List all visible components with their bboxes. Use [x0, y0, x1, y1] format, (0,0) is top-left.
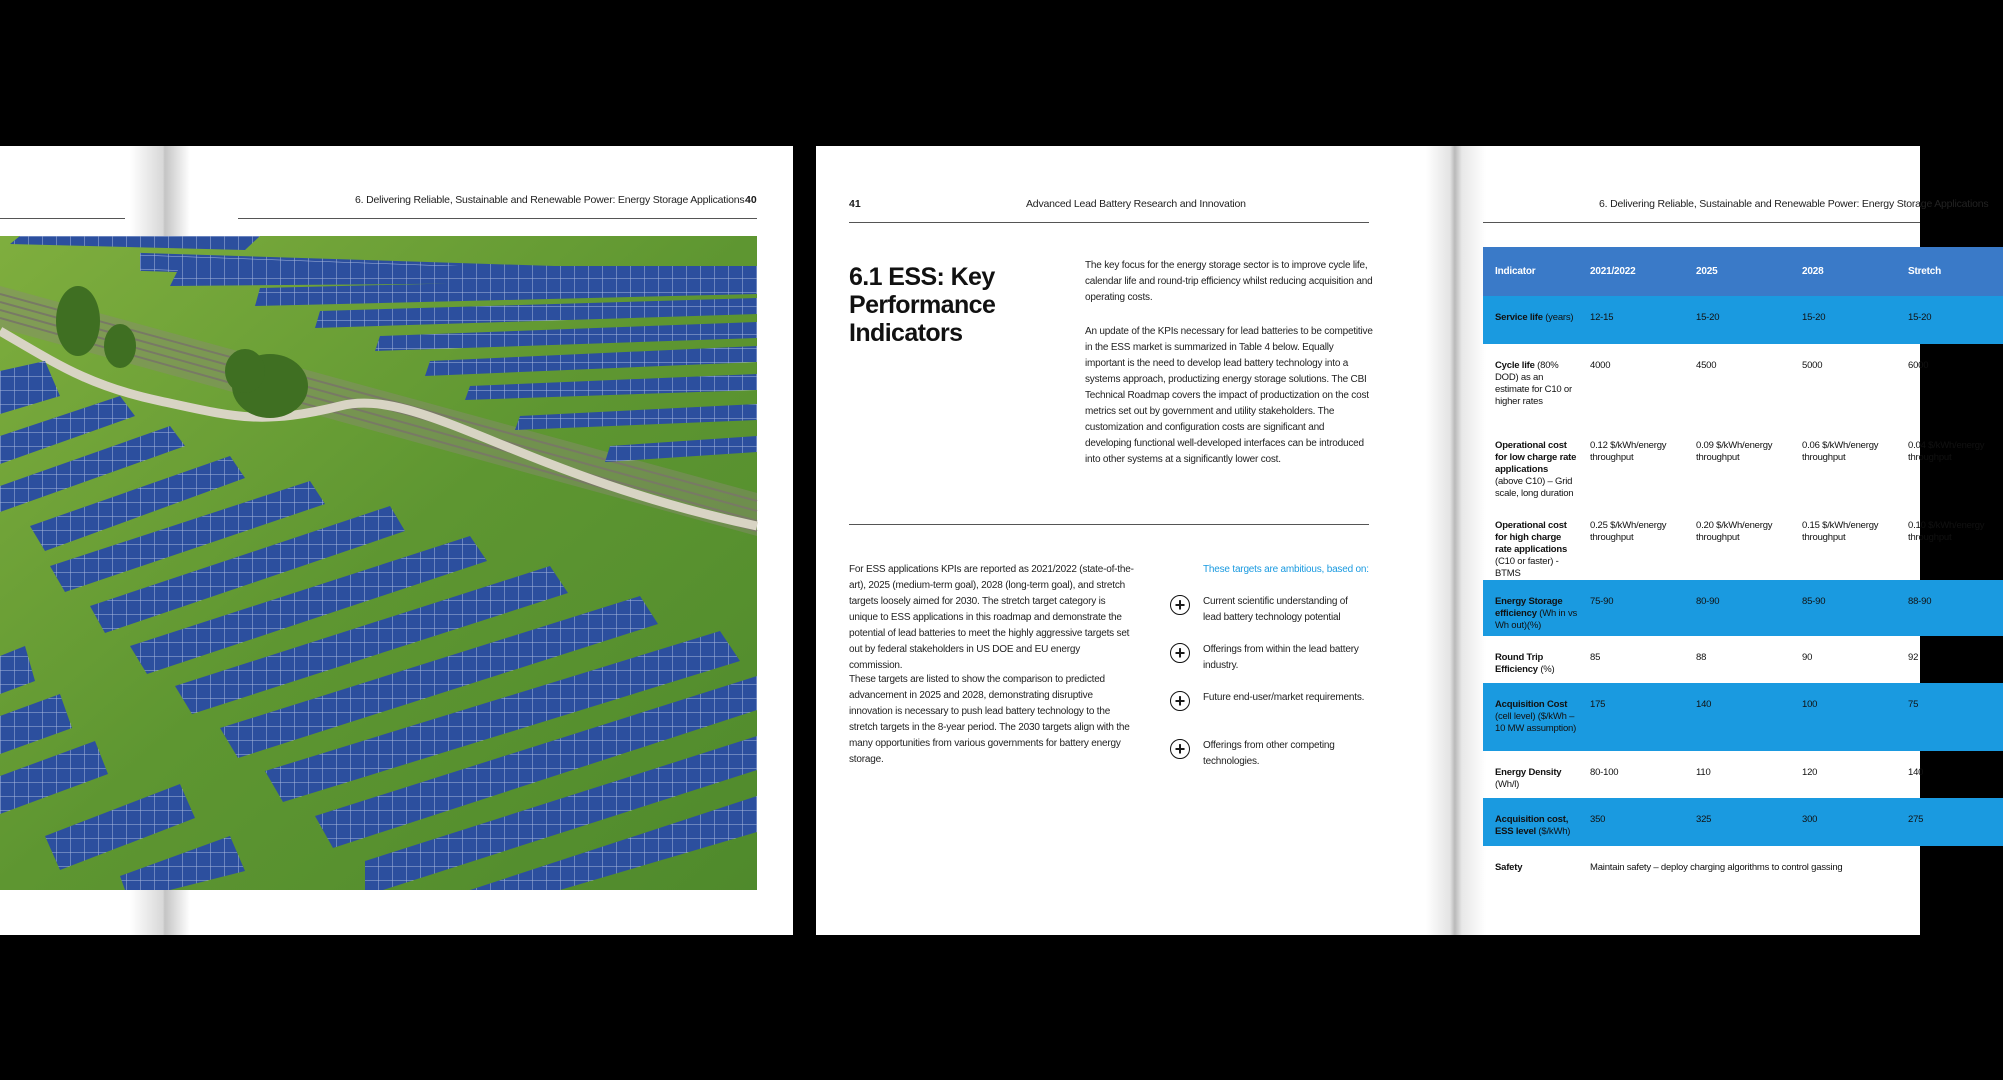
running-header: 6. Delivering Reliable, Sustainable and Renewable Power: Energy Storage Applications: [1599, 198, 1989, 210]
value-cell: 5000: [1802, 360, 1823, 371]
indicator-cell: Operational cost for high charge rate applications (C10 or faster) - BTMS: [1495, 520, 1568, 579]
table-row: [1483, 636, 2003, 683]
indicator-cell: Round Trip Efficiency (%): [1495, 652, 1555, 675]
indicator-cell: Service life (years): [1483, 296, 1578, 344]
table-row: [1483, 424, 2003, 504]
value-cell: 0.04 $/kWh/energy throughput: [1908, 440, 1985, 463]
value-cell: 0.10 $/kWh/energy throughput: [1908, 520, 1985, 543]
column-header: 2025: [1684, 247, 1790, 296]
value-cell: 325: [1684, 798, 1790, 846]
value-cell: 92: [1908, 652, 1919, 663]
plus-circle-icon: +: [1170, 643, 1190, 663]
indicator-cell: Cycle life (80% DOD) as an estimate for C10 or higher rates: [1495, 360, 1572, 407]
value-cell: 80-90: [1684, 580, 1790, 636]
plus-circle-icon: +: [1170, 595, 1190, 615]
indicator-cell: Energy Density (Wh/l): [1495, 767, 1562, 790]
solar-farm-illustration: [0, 236, 757, 890]
table-row: [1483, 504, 2003, 580]
value-cell: 80-100: [1590, 767, 1619, 778]
indicator-cell: Acquisition Cost (cell level) ($/kWh – 10 MW assumption): [1483, 683, 1578, 751]
value-cell: 15-20: [1896, 296, 2003, 344]
solar-farm-photo: [0, 236, 757, 890]
body-paragraph-2: These targets are listed to show the comparison to predicted advancement in 2025 and 2028, demonstrating disruptive innovation is necessary to push lead battery technology to the stretch targets in the 8-year period. The 2030 targets align with the many opportunities from various governments for battery energy storage.: [849, 674, 1130, 765]
value-cell: 140: [1908, 767, 1924, 778]
left-page: [0, 146, 793, 935]
plus-circle-icon: +: [1170, 739, 1190, 759]
bullet-item: Current scientific understanding of lead battery technology potential: [1203, 596, 1348, 623]
value-cell: 15-20: [1684, 296, 1790, 344]
value-cell: 300: [1790, 798, 1896, 846]
value-cell: 4500: [1696, 360, 1717, 371]
ambitious-heading: These targets are ambitious, based on:: [1203, 564, 1369, 575]
value-cell: 0.20 $/kWh/energy throughput: [1696, 520, 1773, 543]
table-row: [1483, 296, 2003, 344]
value-cell: 4000: [1590, 360, 1611, 371]
value-cell: 85: [1590, 652, 1601, 663]
table-header-row: [1483, 247, 2003, 296]
column-header: Indicator: [1483, 247, 1578, 296]
middle-page: [816, 146, 1426, 935]
indicator-cell: Operational cost for low charge rate applications (above C10) – Grid scale, long duration: [1495, 440, 1577, 499]
value-cell: 0.06 $/kWh/energy throughput: [1802, 440, 1879, 463]
table-row: [1483, 751, 2003, 798]
intro-paragraph-2: An update of the KPIs necessary for lead batteries to be competitive in the ESS market is summarized in Table 4 below. Equally important is the need to develop lead battery technology into a systems approach, productizing energy storage solutions. The CBI Technical Roadmap covers the impact of productization on the cost metrics set out by government and utility stakeholders. The customization and configuration costs are significant and developing functional well-developed interfaces can be introduced into other systems at a significantly lower cost.: [1085, 326, 1373, 465]
running-header: Advanced Lead Battery Research and Innovation: [1026, 198, 1246, 210]
page-number: 40: [745, 194, 757, 206]
table-row: [1483, 580, 2003, 636]
value-cell: 0.12 $/kWh/energy throughput: [1590, 440, 1667, 463]
column-header: 2021/2022: [1578, 247, 1684, 296]
gutter-shadow: [1426, 146, 1486, 935]
value-cell: 110: [1696, 767, 1711, 778]
value-cell: Maintain safety – deploy charging algorithms to control gassing: [1590, 862, 1843, 873]
table-row: [1483, 344, 2003, 424]
table-row: [1483, 683, 2003, 751]
value-cell: 88: [1696, 652, 1707, 663]
value-cell: 275: [1896, 798, 2003, 846]
value-cell: 6000: [1908, 360, 1929, 371]
section-title: 6.1 ESS: Key Performance Indicators: [849, 263, 996, 347]
table-row: [1483, 798, 2003, 846]
value-cell: 0.25 $/kWh/energy throughput: [1590, 520, 1667, 543]
running-header: 6. Delivering Reliable, Sustainable and Renewable Power: Energy Storage Applications: [355, 194, 745, 206]
value-cell: 0.15 $/kWh/energy throughput: [1802, 520, 1879, 543]
value-cell: 100: [1790, 683, 1896, 751]
value-cell: 120: [1802, 767, 1818, 778]
bullet-item: Offerings from within the lead battery industry.: [1203, 644, 1359, 671]
kpi-table: [1483, 247, 2003, 890]
header-rule-left: [0, 218, 125, 219]
table-row: [1483, 846, 2003, 890]
value-cell: 350: [1578, 798, 1684, 846]
value-cell: 88-90: [1896, 580, 2003, 636]
section-rule: [849, 524, 1369, 525]
value-cell: 90: [1802, 652, 1813, 663]
right-page: [1426, 146, 1989, 935]
header-rule: [1483, 222, 1920, 223]
indicator-cell: Acquisition cost, ESS level ($/kWh): [1483, 798, 1578, 846]
value-cell: 12-15: [1578, 296, 1684, 344]
page-number: 41: [849, 198, 861, 210]
indicator-cell: Safety: [1495, 862, 1523, 873]
bullet-item: Offerings from other competing technologies.: [1203, 740, 1335, 767]
intro-paragraph-1: The key focus for the energy storage sector is to improve cycle life, calendar life and round-trip efficiency whilst reducing acquisition and operating costs.: [1085, 260, 1373, 303]
value-cell: 15-20: [1790, 296, 1896, 344]
header-rule: [849, 222, 1369, 223]
value-cell: 75-90: [1578, 580, 1684, 636]
bullet-item: Future end-user/market requirements.: [1203, 692, 1365, 703]
value-cell: 175: [1578, 683, 1684, 751]
column-header: Stretch: [1896, 247, 2003, 296]
header-rule: [238, 218, 757, 219]
value-cell: 140: [1684, 683, 1790, 751]
body-paragraph-1: For ESS applications KPIs are reported as 2021/2022 (state-of-the-art), 2025 (medium-term goal), 2028 (long-term goal), and stretch targets loosely aimed for 2030. The stretch target category is unique to ESS applications in this roadmap and demonstrate the potential of lead batteries to meet the highly aggressive targets set out by federal stakeholders in US DOE and EU energy commission.: [849, 564, 1134, 671]
indicator-cell: Energy Storage efficiency (Wh in vs Wh out)(%): [1483, 580, 1578, 636]
plus-circle-icon: +: [1170, 691, 1190, 711]
column-header: 2028: [1790, 247, 1896, 296]
value-cell: 75: [1896, 683, 2003, 751]
value-cell: 85-90: [1790, 580, 1896, 636]
value-cell: 0.09 $/kWh/energy throughput: [1696, 440, 1773, 463]
